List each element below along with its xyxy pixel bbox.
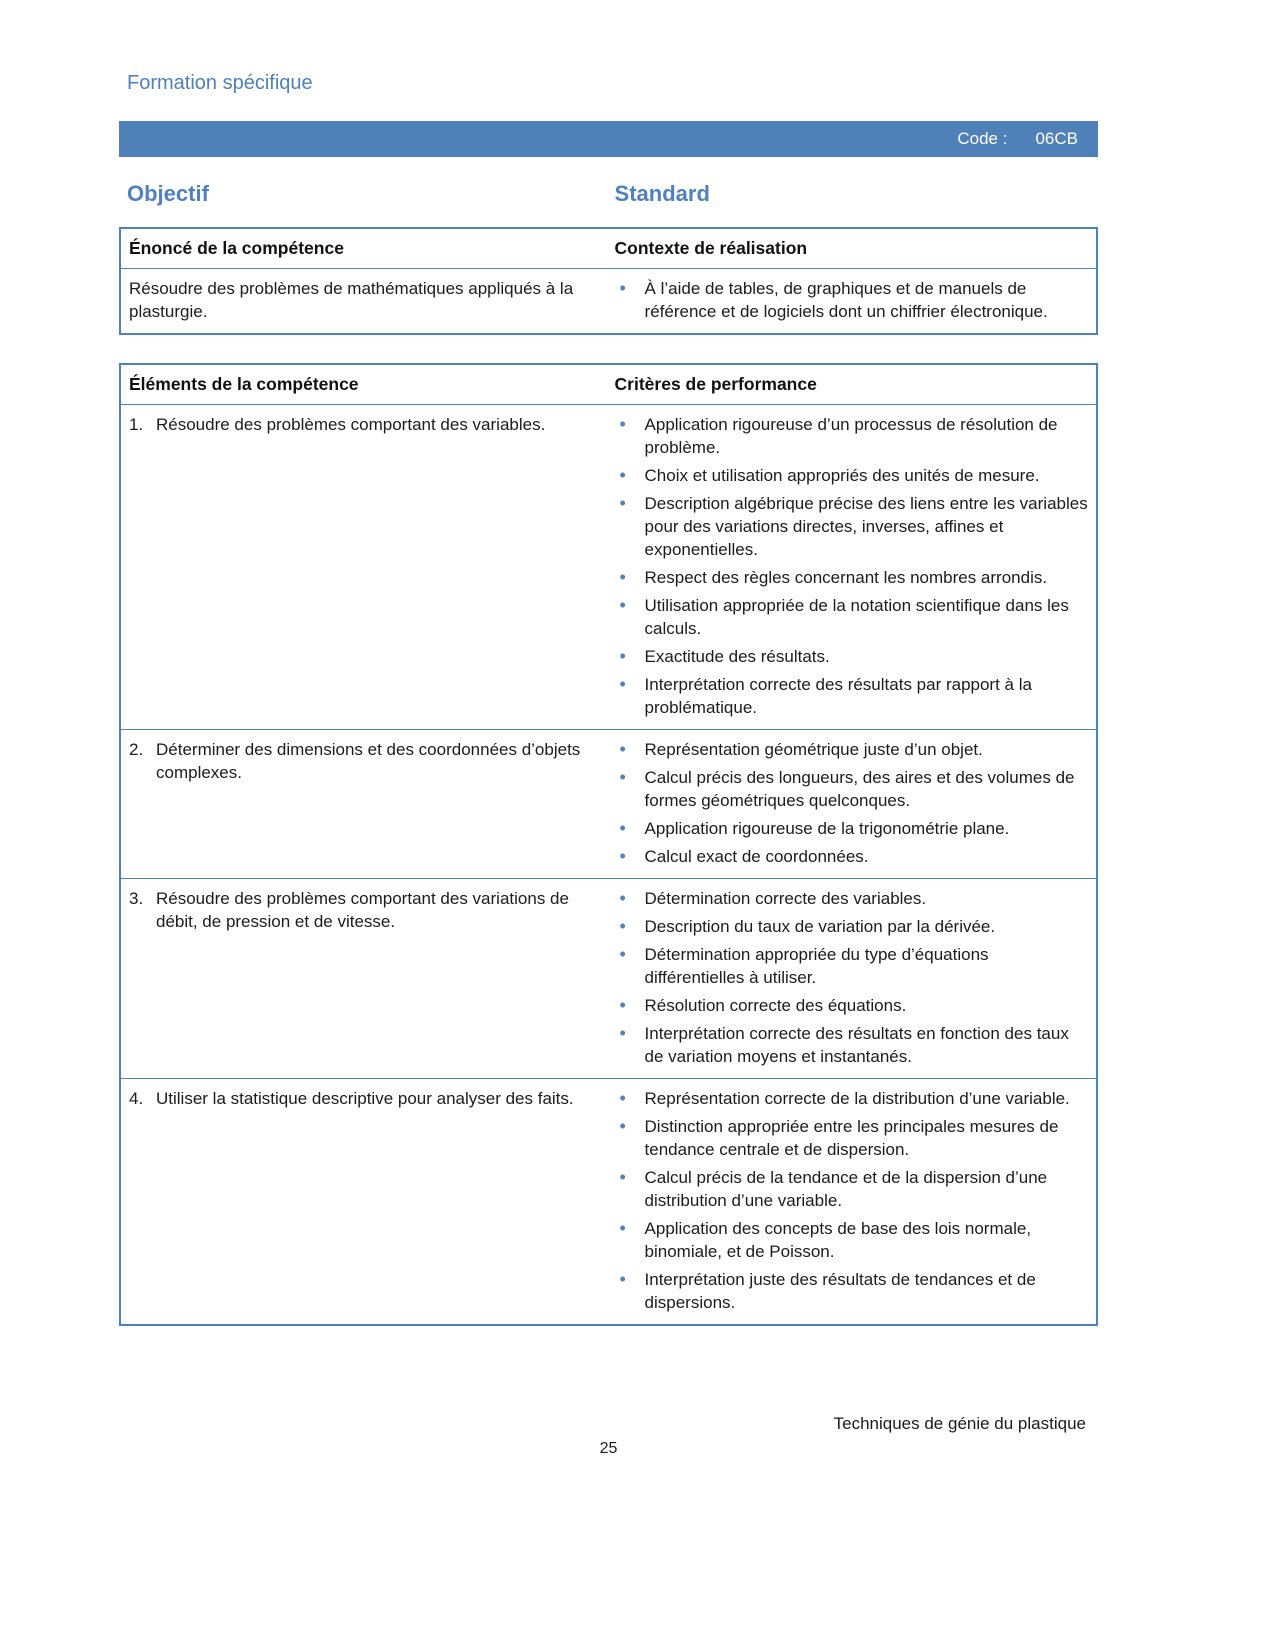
element-item xyxy=(129,413,599,436)
element-text: Résoudre des problèmes comportant des variables. xyxy=(156,415,546,434)
criteria-item: • Représentation géométrique juste d’un objet. xyxy=(615,738,1088,761)
standard-heading: Standard xyxy=(614,181,710,206)
criteria-item: • Application des concepts de base des lois normale, binomiale, et de Poisson. xyxy=(615,1217,1088,1263)
criteria-item: • Utilisation appropriée de la notation scientifique dans les calculs. xyxy=(615,594,1088,640)
table-header-row xyxy=(120,364,1097,405)
element-text: Utiliser la statistique descriptive pour analyser des faits. xyxy=(156,1089,574,1108)
code-value: 06CB xyxy=(1035,129,1078,148)
criteria-item: • Détermination correcte des variables. xyxy=(615,887,1088,910)
element-text: Déterminer des dimensions et des coordonnées d’objets complexes. xyxy=(156,740,581,782)
table-row xyxy=(120,269,1097,335)
element-cell xyxy=(120,1079,607,1326)
criteria-item: • Calcul exact de coordonnées. xyxy=(615,845,1088,868)
left-column-header: Énoncé de la compétence xyxy=(120,228,607,269)
code-label: Code : xyxy=(957,129,1008,148)
criteria-item: • Représentation correcte de la distribution d’une variable. xyxy=(615,1087,1088,1110)
criteria-cell xyxy=(607,730,1097,879)
table-row xyxy=(120,730,1097,879)
criteria-item: • Distinction appropriée entre les principales mesures de tendance centrale et de dispersion. xyxy=(615,1115,1088,1161)
criteria-item: • Interprétation juste des résultats de tendances et de dispersions. xyxy=(615,1268,1088,1314)
footer-program-title: Techniques de génie du plastique xyxy=(833,1414,1086,1433)
section-label: Formation spécifique xyxy=(127,72,313,94)
competence-elements-table xyxy=(119,363,1098,1326)
criteria-list xyxy=(615,1087,1088,1314)
table-row xyxy=(120,405,1097,730)
item-number: 2. xyxy=(129,740,144,759)
criteria-list xyxy=(615,413,1088,719)
item-number: 4. xyxy=(129,1089,144,1108)
criteria-item: • À l’aide de tables, de graphiques et de manuels de référence et de logiciels dont un chiffrier électronique. xyxy=(615,277,1088,323)
criteria-list xyxy=(615,887,1088,1068)
right-column-header: Contexte de réalisation xyxy=(607,228,1097,269)
element-cell xyxy=(120,879,607,1079)
criteria-item: • Calcul précis des longueurs, des aires et des volumes de formes géométriques quelconques. xyxy=(615,766,1088,812)
element-text: Résoudre des problèmes de mathématiques appliqués à la plasturgie. xyxy=(129,279,574,321)
page-content xyxy=(119,0,1098,1458)
criteria-cell xyxy=(607,1079,1097,1326)
criteria-item: • Détermination appropriée du type d’équations différentielles à utiliser. xyxy=(615,943,1088,989)
criteria-item: • Interprétation correcte des résultats par rapport à la problématique. xyxy=(615,673,1088,719)
page-footer xyxy=(119,1414,1098,1458)
element-item xyxy=(129,1087,599,1110)
criteria-list xyxy=(615,738,1088,868)
element-item xyxy=(129,887,599,933)
item-number: 1. xyxy=(129,415,144,434)
left-column-header: Éléments de la compétence xyxy=(120,364,607,405)
criteria-item: • Description algébrique précise des liens entre les variables pour des variations directes, inverses, affines et exponentielles. xyxy=(615,492,1088,561)
table-row xyxy=(120,1079,1097,1326)
column-headings xyxy=(119,181,1098,207)
criteria-cell xyxy=(607,879,1097,1079)
code-banner xyxy=(119,121,1098,157)
element-cell xyxy=(120,730,607,879)
table-body xyxy=(120,405,1097,1326)
objectif-heading: Objectif xyxy=(127,181,209,206)
element-item xyxy=(129,277,599,323)
criteria-item: • Respect des règles concernant les nombres arrondis. xyxy=(615,566,1088,589)
item-number: 3. xyxy=(129,889,144,908)
criteria-item: • Description du taux de variation par la dérivée. xyxy=(615,915,1088,938)
criteria-item: • Choix et utilisation appropriés des unités de mesure. xyxy=(615,464,1088,487)
competence-statement-table xyxy=(119,227,1098,335)
element-cell xyxy=(120,269,607,335)
criteria-item: • Calcul précis de la tendance et de la dispersion d’une distribution d’une variable. xyxy=(615,1166,1088,1212)
criteria-cell xyxy=(607,269,1097,335)
element-text: Résoudre des problèmes comportant des variations de débit, de pression et de vitesse. xyxy=(156,889,569,931)
criteria-list xyxy=(615,277,1088,323)
criteria-item: • Application rigoureuse d’un processus de résolution de problème. xyxy=(615,413,1088,459)
table-row xyxy=(120,879,1097,1079)
criteria-cell xyxy=(607,405,1097,730)
criteria-item: • Interprétation correcte des résultats en fonction des taux de variation moyens et instantanés. xyxy=(615,1022,1088,1068)
page-number: 25 xyxy=(599,1440,618,1457)
right-column-header: Critères de performance xyxy=(607,364,1097,405)
element-cell xyxy=(120,405,607,730)
criteria-item: • Résolution correcte des équations. xyxy=(615,994,1088,1017)
table-header-row xyxy=(120,228,1097,269)
table-body xyxy=(120,269,1097,335)
element-item xyxy=(129,738,599,784)
criteria-item: • Exactitude des résultats. xyxy=(615,645,1088,668)
criteria-item: • Application rigoureuse de la trigonométrie plane. xyxy=(615,817,1088,840)
